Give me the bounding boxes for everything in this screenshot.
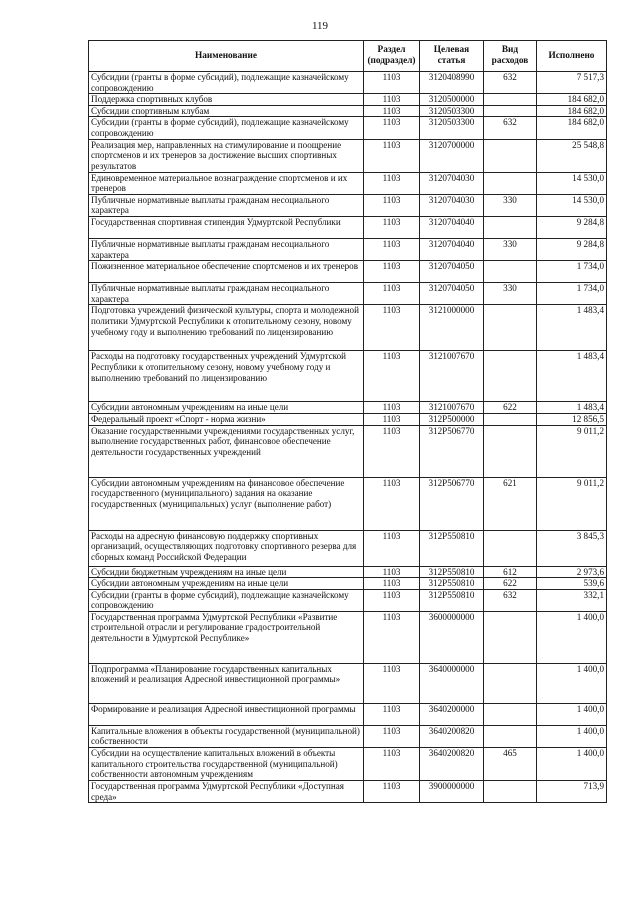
row-target-cell: 3640000000	[420, 663, 484, 703]
row-name-cell: Субсидии на осуществление капитальных вложений в объекты капитального строительства государственной (муниципальной) собственности автономным учреждениям	[89, 748, 364, 781]
row-amount-cell: 1 400,0	[537, 703, 607, 725]
row-kind-cell	[484, 413, 537, 425]
row-section-cell: 1103	[364, 703, 420, 725]
row-target-cell: 3120408990	[420, 72, 484, 94]
row-target-cell: 312P550810	[420, 589, 484, 611]
row-name-cell: Подготовка учреждений физической культуры, спорта и молодежной политики Удмуртской Республики к отопительному сезону, новому учебному году и выполнению требований по лицензированию	[89, 305, 364, 351]
row-kind-cell	[484, 94, 537, 106]
row-kind-cell	[484, 703, 537, 725]
row-amount-cell: 3 845,3	[537, 530, 607, 566]
row-target-cell: 3121000000	[420, 305, 484, 351]
row-target-cell: 3120704050	[420, 283, 484, 305]
table-row	[89, 725, 607, 747]
row-name-cell: Реализация мер, направленных на стимулирование и поощрение спортсменов и их тренеров за достижение высших спортивных результатов	[89, 139, 364, 172]
row-amount-cell: 1 483,4	[537, 351, 607, 402]
row-amount-cell: 1 400,0	[537, 663, 607, 703]
table-row	[89, 194, 607, 216]
row-section-cell: 1103	[364, 611, 420, 663]
table-row	[89, 172, 607, 194]
row-name-cell: Капитальные вложения в объекты государственной (муниципальной) собственности	[89, 725, 364, 747]
row-kind-cell	[484, 781, 537, 803]
row-amount-cell: 12 856,5	[537, 413, 607, 425]
row-name-cell: Поддержка спортивных клубов	[89, 94, 364, 106]
row-amount-cell: 1 483,4	[537, 402, 607, 414]
row-kind-cell	[484, 530, 537, 566]
row-kind-cell: 330	[484, 283, 537, 305]
row-section-cell: 1103	[364, 530, 420, 566]
row-amount-cell: 1 400,0	[537, 748, 607, 781]
row-target-cell: 312P506770	[420, 477, 484, 530]
row-amount-cell: 184 682,0	[537, 117, 607, 139]
row-target-cell: 3120503300	[420, 105, 484, 117]
row-target-cell: 3121007670	[420, 402, 484, 414]
row-name-cell: Субсидии (гранты в форме субсидий), подлежащие казначейскому сопровождению	[89, 589, 364, 611]
row-kind-cell: 330	[484, 238, 537, 260]
table-row	[89, 216, 607, 238]
row-target-cell: 3640200820	[420, 725, 484, 747]
row-name-cell: Подпрограмма «Планирование государственных капитальных вложений и реализация Адресной инвестиционной программы»	[89, 663, 364, 703]
table-row	[89, 663, 607, 703]
table-row	[89, 283, 607, 305]
row-name-cell: Субсидии автономным учреждениям на иные цели	[89, 578, 364, 590]
row-section-cell: 1103	[364, 477, 420, 530]
table-row	[89, 261, 607, 283]
row-name-cell: Государственная спортивная стипендия Удмуртской Республики	[89, 216, 364, 238]
row-kind-cell: 632	[484, 72, 537, 94]
header-target: Целевая статья	[420, 41, 484, 72]
row-name-cell: Расходы на адресную финансовую поддержку спортивных организаций, осуществляющих подготовку спортивного резерва для сборных команд Российской Федерации	[89, 530, 364, 566]
row-name-cell: Субсидии спортивным клубам	[89, 105, 364, 117]
row-amount-cell: 1 400,0	[537, 725, 607, 747]
row-target-cell: 3120704040	[420, 216, 484, 238]
row-target-cell: 312P500000	[420, 413, 484, 425]
table-header-row	[89, 41, 607, 72]
row-section-cell: 1103	[364, 578, 420, 590]
row-target-cell: 3900000000	[420, 781, 484, 803]
row-section-cell: 1103	[364, 748, 420, 781]
row-amount-cell: 539,6	[537, 578, 607, 590]
row-kind-cell: 632	[484, 589, 537, 611]
row-target-cell: 3120704030	[420, 194, 484, 216]
row-kind-cell	[484, 261, 537, 283]
row-kind-cell	[484, 351, 537, 402]
row-name-cell: Пожизненное материальное обеспечение спортсменов и их тренеров	[89, 261, 364, 283]
table-row	[89, 139, 607, 172]
row-section-cell: 1103	[364, 238, 420, 260]
table-row	[89, 781, 607, 803]
table-row	[89, 117, 607, 139]
row-kind-cell	[484, 425, 537, 477]
row-kind-cell	[484, 725, 537, 747]
row-amount-cell: 9 284,8	[537, 238, 607, 260]
row-amount-cell: 9 284,8	[537, 216, 607, 238]
row-section-cell: 1103	[364, 413, 420, 425]
row-name-cell: Формирование и реализация Адресной инвестиционной программы	[89, 703, 364, 725]
row-section-cell: 1103	[364, 261, 420, 283]
table-row	[89, 477, 607, 530]
row-kind-cell: 622	[484, 402, 537, 414]
row-name-cell: Единовременное материальное вознаграждение спортсменов и их тренеров	[89, 172, 364, 194]
row-kind-cell: 632	[484, 117, 537, 139]
row-section-cell: 1103	[364, 781, 420, 803]
row-kind-cell	[484, 216, 537, 238]
header-section: Раздел (подраздел)	[364, 41, 420, 72]
row-amount-cell: 14 530,0	[537, 194, 607, 216]
table-row	[89, 589, 607, 611]
header-amount: Исполнено	[537, 41, 607, 72]
row-amount-cell: 9 011,2	[537, 477, 607, 530]
table-row	[89, 578, 607, 590]
table-row	[89, 94, 607, 106]
row-name-cell: Субсидии (гранты в форме субсидий), подлежащие казначейскому сопровождению	[89, 117, 364, 139]
row-amount-cell: 14 530,0	[537, 172, 607, 194]
row-amount-cell: 7 517,3	[537, 72, 607, 94]
row-amount-cell: 184 682,0	[537, 94, 607, 106]
row-amount-cell: 2 973,6	[537, 566, 607, 578]
row-amount-cell: 1 734,0	[537, 283, 607, 305]
row-kind-cell: 465	[484, 748, 537, 781]
row-target-cell: 3600000000	[420, 611, 484, 663]
row-name-cell: Субсидии автономным учреждениям на иные цели	[89, 402, 364, 414]
row-target-cell: 312P550810	[420, 566, 484, 578]
row-target-cell: 3640200000	[420, 703, 484, 725]
row-amount-cell: 184 682,0	[537, 105, 607, 117]
page-number: 119	[311, 20, 329, 32]
table-row	[89, 425, 607, 477]
row-amount-cell: 1 734,0	[537, 261, 607, 283]
row-section-cell: 1103	[364, 172, 420, 194]
row-section-cell: 1103	[364, 663, 420, 703]
row-target-cell: 312P550810	[420, 578, 484, 590]
row-amount-cell: 9 011,2	[537, 425, 607, 477]
row-section-cell: 1103	[364, 402, 420, 414]
row-target-cell: 312P506770	[420, 425, 484, 477]
row-target-cell: 3120704050	[420, 261, 484, 283]
table-row	[89, 402, 607, 414]
row-section-cell: 1103	[364, 194, 420, 216]
table-row	[89, 105, 607, 117]
table-row	[89, 351, 607, 402]
row-section-cell: 1103	[364, 105, 420, 117]
table-row	[89, 748, 607, 781]
row-section-cell: 1103	[364, 589, 420, 611]
row-section-cell: 1103	[364, 566, 420, 578]
row-kind-cell: 621	[484, 477, 537, 530]
row-kind-cell	[484, 305, 537, 351]
row-name-cell: Публичные нормативные выплаты гражданам несоциального характера	[89, 238, 364, 260]
row-amount-cell: 1 483,4	[537, 305, 607, 351]
table-row	[89, 305, 607, 351]
table-row	[89, 611, 607, 663]
row-name-cell: Государственная программа Удмуртской Республики «Развитие строительной отрасли и регулирование градостроительной деятельности в Удмуртской Республике»	[89, 611, 364, 663]
expenditure-table	[88, 40, 607, 803]
row-target-cell: 312P550810	[420, 530, 484, 566]
row-amount-cell: 332,1	[537, 589, 607, 611]
row-target-cell: 3120503300	[420, 117, 484, 139]
row-target-cell: 3121007670	[420, 351, 484, 402]
row-kind-cell	[484, 172, 537, 194]
row-target-cell: 3120704030	[420, 172, 484, 194]
row-target-cell: 3120700000	[420, 139, 484, 172]
row-kind-cell: 330	[484, 194, 537, 216]
row-kind-cell: 612	[484, 566, 537, 578]
row-amount-cell: 713,9	[537, 781, 607, 803]
row-name-cell: Государственная программа Удмуртской Республики «Доступная среда»	[89, 781, 364, 803]
header-kind: Вид расходов	[484, 41, 537, 72]
table-row	[89, 72, 607, 94]
row-name-cell: Субсидии бюджетным учреждениям на иные цели	[89, 566, 364, 578]
row-section-cell: 1103	[364, 725, 420, 747]
table-row	[89, 530, 607, 566]
row-kind-cell	[484, 105, 537, 117]
row-target-cell: 3640200820	[420, 748, 484, 781]
row-name-cell: Публичные нормативные выплаты гражданам несоциального характера	[89, 283, 364, 305]
row-section-cell: 1103	[364, 351, 420, 402]
table-row	[89, 703, 607, 725]
row-kind-cell	[484, 663, 537, 703]
row-target-cell: 3120704040	[420, 238, 484, 260]
header-name: Наименование	[89, 41, 364, 72]
table-row	[89, 413, 607, 425]
row-section-cell: 1103	[364, 283, 420, 305]
row-section-cell: 1103	[364, 72, 420, 94]
row-section-cell: 1103	[364, 216, 420, 238]
row-section-cell: 1103	[364, 425, 420, 477]
row-amount-cell: 1 400,0	[537, 611, 607, 663]
row-section-cell: 1103	[364, 305, 420, 351]
row-section-cell: 1103	[364, 139, 420, 172]
table-row	[89, 566, 607, 578]
row-kind-cell	[484, 611, 537, 663]
row-name-cell: Расходы на подготовку государственных учреждений Удмуртской Республики к отопительному сезону, новому учебному году и выполнению требований по лицензированию	[89, 351, 364, 402]
row-name-cell: Федеральный проект «Спорт - норма жизни»	[89, 413, 364, 425]
row-amount-cell: 25 548,8	[537, 139, 607, 172]
row-section-cell: 1103	[364, 117, 420, 139]
row-name-cell: Оказание государственными учреждениями государственных услуг, выполнение государственных работ, финансовое обеспечение деятельности государственных учреждений	[89, 425, 364, 477]
row-section-cell: 1103	[364, 94, 420, 106]
row-kind-cell: 622	[484, 578, 537, 590]
row-target-cell: 3120500000	[420, 94, 484, 106]
row-name-cell: Субсидии (гранты в форме субсидий), подлежащие казначейскому сопровождению	[89, 72, 364, 94]
table-row	[89, 238, 607, 260]
row-name-cell: Субсидии автономным учреждениям на финансовое обеспечение государственного (муниципального) задания на оказание государственных (муниципальных) услуг (выполнение работ)	[89, 477, 364, 530]
row-name-cell: Публичные нормативные выплаты гражданам несоциального характера	[89, 194, 364, 216]
row-kind-cell	[484, 139, 537, 172]
